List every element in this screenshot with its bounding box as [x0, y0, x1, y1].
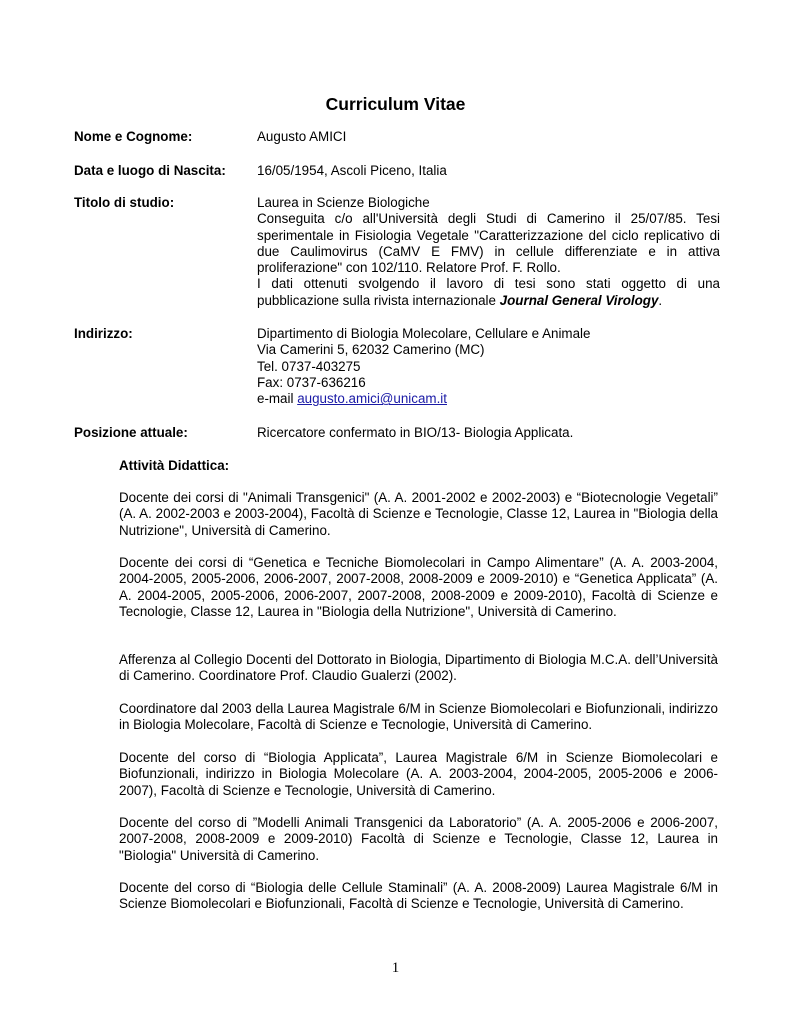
publication-text: I dati ottenuti svolgendo il lavoro di tesi sono stati oggetto di una pubblicazione sulla rivista internazionale [257, 276, 720, 308]
field-label: Nome e Cognome: [74, 129, 193, 144]
paragraph: Coordinatore dal 2003 della Laurea Magistrale 6/M in Scienze Biomolecolari e Biofunzionali, indirizzo in Biologia Molecolare, Facoltà di Scienze e Tecnologie, Università di Camerino. [119, 701, 718, 733]
phone: Tel. 0737-403275 [257, 358, 361, 374]
document-title: Curriculum Vitae [325, 94, 466, 114]
degree-publication [257, 276, 720, 309]
field-value [257, 195, 720, 309]
field-value: Ricercatore confermato in BIO/13- Biologia Applicata. [257, 425, 574, 440]
field-label: Posizione attuale: [74, 425, 188, 440]
field-label: Indirizzo: [74, 326, 133, 341]
paragraph: Docente del corso di “Biologia Applicata”, Laurea Magistrale 6/M in Scienze Biomolecolari e Biofunzionali, indirizzo in Biologia Molecolare (A. A. 2003-2004, 2004-2005, 2005-2006 e 2006-2007), Facoltà di Scienze e Tecnologie, Università di Camerino. [119, 750, 718, 798]
field-value [257, 326, 720, 407]
section-heading: Attività Didattica: [119, 458, 230, 473]
degree-description: Conseguita c/o all'Università degli Studi di Camerino il 25/07/85. Tesi sperimentale in Fisiologia Vegetale "Caratterizzazione del ciclo replicativo di due Caulimovirus (CaMV E FMV) in cellule differenziate e in attiva proliferazione" con 102/110. Relatore Prof. F. Rollo. [257, 211, 720, 276]
paragraph: Docente del corso di “Biologia delle Cellule Staminali” (A. A. 2008-2009) Laurea Magistrale 6/M in Scienze Biomolecolari e Biofunzionali, Facoltà di Scienze e Tecnologie, Università di Camerino. [119, 880, 718, 912]
degree-name: Laurea in Scienze Biologiche [257, 195, 430, 210]
page-number: 1 [391, 960, 400, 976]
paragraph: Docente dei corsi di “Genetica e Tecniche Biomolecolari in Campo Alimentare” (A. A. 2003-2004, 2004-2005, 2005-2006, 2006-2007, 2007-2008, 2008-2009 e 2009-2010) e “Genetica Applicata” (A. A. 2004-2005, 2005-2006, 2006-2007, 2007-2008, 2008-2009 e 2009-2010), Facoltà di Scienze e Tecnologie, Classe 12, Laurea in "Biologia della Nutrizione", Università di Camerino. [119, 555, 718, 619]
journal-name: Journal General Virology [499, 292, 659, 308]
field-value: 16/05/1954, Ascoli Piceno, Italia [257, 163, 447, 178]
publication-end: . [658, 292, 663, 308]
email-row [257, 391, 720, 407]
field-label: Titolo di studio: [74, 195, 175, 210]
address-line: Dipartimento di Biologia Molecolare, Cellulare e Animale [257, 326, 591, 341]
field-value: Augusto AMICI [257, 129, 347, 144]
paragraph: Docente del corso di ”Modelli Animali Transgenici da Laboratorio” (A. A. 2005-2006 e 2006-2007, 2007-2008, 2008-2009 e 2009-2010) Facoltà di Scienze e Tecnologie, Classe 12, Laurea in "Biologia" Università di Camerino. [119, 815, 718, 863]
address-line: Via Camerini 5, 62032 Camerino (MC) [257, 342, 485, 358]
paragraph: Docente dei corsi di "Animali Transgenici" (A. A. 2001-2002 e 2002-2003) e “Biotecnologie Vegetali” (A. A. 2002-2003 e 2003-2004), Facoltà di Scienze e Tecnologie, Classe 12, Laurea in "Biologia della Nutrizione", Università di Camerino. [119, 490, 718, 538]
field-label: Data e luogo di Nascita: [74, 163, 226, 178]
email-prefix: e-mail [257, 391, 298, 407]
paragraph: Afferenza al Collegio Docenti del Dottorato in Biologia, Dipartimento di Biologia M.C.A. dell’Università di Camerino. Coordinatore Prof. Claudio Gualerzi (2002). [119, 652, 718, 684]
email-link[interactable]: augusto.amici@unicam.it [297, 391, 447, 407]
fax: Fax: 0737-636216 [257, 374, 366, 390]
